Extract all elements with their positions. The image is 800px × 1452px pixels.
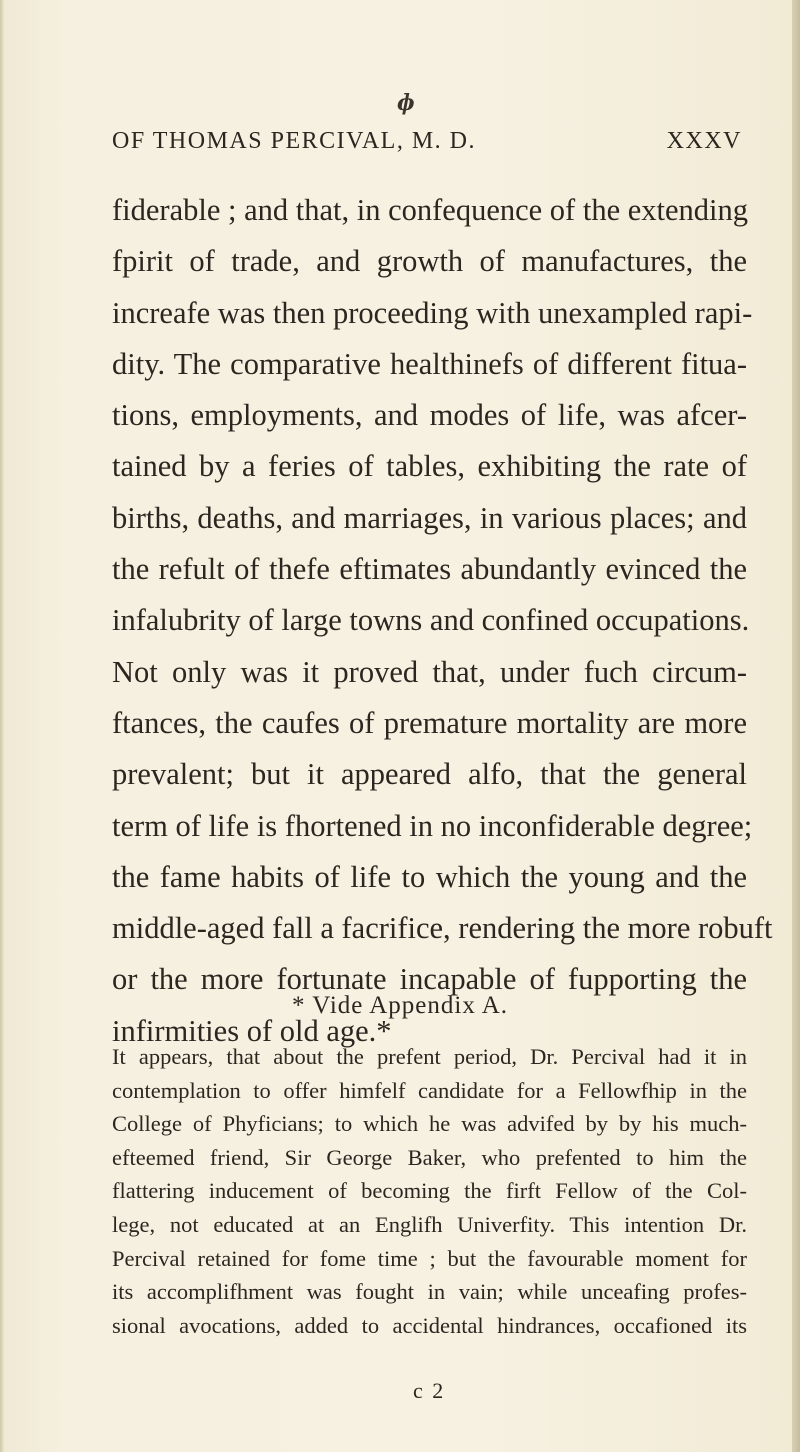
text-line: the refult of thefe eftimates abundantly evinced the	[112, 552, 747, 587]
page-edge-shadow	[792, 0, 800, 1452]
footnote-line: lege, not educated at an Englifh Univerfity. This intention Dr.	[112, 1211, 747, 1237]
text-line: or the more fortunate incapable of fupporting the	[112, 962, 747, 997]
text-line: infalubrity of large towns and confined occupations.	[112, 603, 750, 638]
footnote-text	[112, 1040, 747, 1342]
footnote-line: contemplation to offer himfelf candidate for a Fellowfhip in the	[112, 1077, 747, 1103]
text-line: increafe was then proceeding with unexampled rapi-	[112, 295, 753, 330]
text-line: tions, employments, and modes of life, was afcer-	[112, 398, 747, 433]
text-line: the fame habits of life to which the young and the	[112, 859, 747, 894]
footnote-line: It appears, that about the prefent period, Dr. Percival had it in	[112, 1044, 747, 1069]
footnote-heading: * Vide Appendix A.	[291, 992, 509, 1019]
text-line: tained by a feries of tables, exhibiting the rate of	[112, 449, 747, 484]
text-line: term of life is fhortened in no inconfiderable degree;	[112, 808, 753, 843]
text-line: ftances, the caufes of premature mortality are more	[112, 705, 747, 740]
footnote-line: Percival retained for fome time ; but the favourable moment for	[112, 1245, 747, 1271]
running-head	[112, 128, 742, 155]
page-number: XXXV	[666, 128, 742, 154]
footnote-line: efteemed friend, Sir George Baker, who prefented to him the	[112, 1144, 747, 1170]
footnote-line: College of Phyficians; to which he was advifed by by his much-	[112, 1111, 747, 1137]
text-line: fiderable ; and that, in confequence of the extending	[112, 193, 749, 227]
text-line: middle-aged fall a facrifice, rendering the more robuft	[112, 911, 773, 946]
page-gutter-shadow	[0, 0, 4, 1452]
ink-mark: ɸ	[397, 90, 415, 116]
text-line: Not only was it proved that, under fuch circum-	[112, 654, 747, 689]
text-line: prevalent; but it appeared alfo, that the general	[112, 757, 747, 792]
running-title: OF THOMAS PERCIVAL, M. D.	[112, 128, 477, 154]
text-line: infirmities of old age.*	[112, 1013, 392, 1048]
signature-mark: c 2	[413, 1378, 446, 1403]
body-text	[112, 185, 773, 1057]
footnote-line: its accomplifhment was fought in vain; while unceafing profes-	[112, 1279, 747, 1305]
text-line: fpirit of trade, and growth of manufactures, the	[112, 244, 747, 279]
text-line: births, deaths, and marriages, in various places; and	[112, 500, 747, 535]
text-line: dity. The comparative healthinefs of different fitua-	[112, 346, 747, 381]
footnote-line: flattering inducement of becoming the firft Fellow of the Col-	[112, 1178, 747, 1204]
footnote-line: sional avocations, added to accidental hindrances, occafioned its	[112, 1312, 747, 1338]
